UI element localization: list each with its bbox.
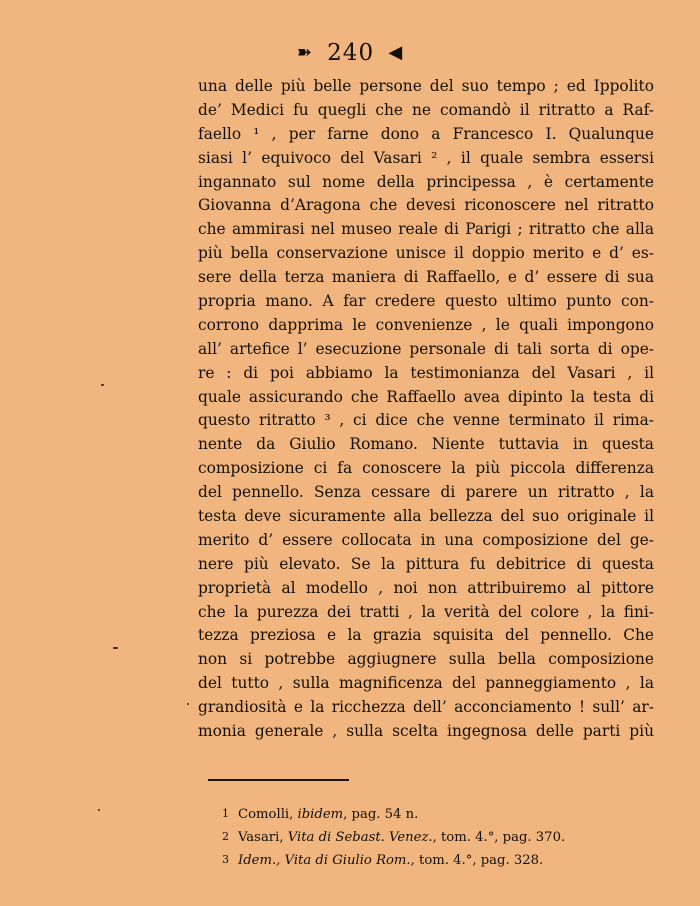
footnote-1	[222, 802, 652, 825]
left-arrow-ornament-icon: ➽	[296, 42, 313, 63]
footnote-text: , pag. 54 n.	[343, 807, 419, 822]
text-line: Giovanna d’Aragona che devesi riconoscere nel ritratto	[198, 196, 654, 215]
text-line: monia generale , sulla scelta ingegnosa delle parti più	[198, 722, 654, 741]
text-line: proprietà al modello , noi non attribuiremo al pittore	[198, 578, 654, 597]
footnote-text: Vasari,	[238, 830, 288, 845]
footnote-divider	[208, 779, 349, 781]
text-line: corrono dapprima le convenienze , le quali impongono	[198, 315, 654, 334]
footnote-text: , tom. 4.°, pag. 328.	[410, 853, 544, 868]
text-line: una delle più belle persone del suo tempo ; ed Ippolito	[198, 77, 654, 95]
footnote-mark: 1	[222, 807, 229, 820]
body-text	[198, 75, 654, 744]
text-line: nere più elevato. Se la pittura fu debitrice di questa	[198, 554, 654, 573]
text-line: sere della terza maniera di Raffaello, e d’ essere di sua	[198, 268, 654, 287]
footnote-2	[222, 825, 652, 848]
text-line: tezza preziosa e la grazia squisita del pennello. Che	[198, 626, 654, 645]
footnote-mark: 3	[222, 853, 229, 866]
paper-speck	[187, 703, 189, 705]
text-line: grandiosità e la ricchezza dell’ acconciamento ! sull’ ar-	[198, 698, 654, 717]
page-number	[0, 40, 700, 66]
paper-speck	[113, 647, 118, 649]
text-line: del tutto , sulla magnificenza del panneggiamento , la	[198, 674, 654, 693]
footnote-mark: 2	[222, 830, 229, 843]
text-line: de’ Medici fu quegli che ne comandò il ritratto a Raf-	[198, 100, 654, 119]
footnote-italic: ibidem	[297, 807, 344, 822]
text-line: ingannato sul nome della principessa , è certamente	[198, 172, 654, 191]
text-line: non si potrebbe aggiugnere sulla bella composizione	[198, 650, 654, 669]
footnote-text: , tom. 4.°, pag. 370.	[432, 830, 566, 845]
text-line: merito d’ essere collocata in una composizione del ge-	[198, 530, 654, 549]
text-line: che ammirasi nel museo reale di Parigi ; ritratto che alla	[198, 220, 654, 239]
text-line: del pennello. Senza cessare di parere un ritratto , la	[198, 483, 654, 502]
text-line: nente da Giulio Romano. Niente tuttavia in questa	[198, 435, 654, 454]
text-line: siasi l’ equivoco del Vasari ² , il quale sembra essersi	[198, 148, 654, 167]
text-line: all’ artefice l’ esecuzione personale di tali sorta di ope-	[198, 339, 654, 358]
page-number-value: 240	[327, 40, 375, 66]
text-line: questo ritratto ³ , ci dice che venne terminato il rima-	[198, 411, 654, 430]
text-line: faello ¹ , per farne dono a Francesco I. Qualunque	[198, 124, 654, 143]
text-line: composizione ci fa conoscere la più piccola differenza	[198, 459, 654, 478]
text-line: quale assicurando che Raffaello avea dipinto la testa di	[198, 387, 654, 406]
right-arrow-ornament-icon: ◀	[388, 42, 404, 63]
footnotes	[222, 802, 652, 871]
footnote-3	[222, 848, 652, 871]
text-line: testa deve sicuramente alla bellezza del suo originale il	[198, 507, 654, 526]
text-line: re : di poi abbiamo la testimonianza del Vasari , il	[198, 363, 654, 382]
paper-speck	[101, 384, 104, 386]
text-line: che la purezza dei tratti , la verità del colore , la fini-	[198, 602, 654, 621]
text-line: più bella conservazione unisce il doppio merito e d’ es-	[198, 244, 654, 263]
footnote-italic: Idem., Vita di Giulio Rom.	[238, 853, 411, 868]
footnote-text: Comolli,	[238, 807, 298, 822]
footnote-italic: Vita di Sebast. Venez.	[287, 830, 433, 845]
paper-speck	[98, 809, 100, 811]
text-line: propria mano. A far credere questo ultimo punto con-	[198, 292, 654, 311]
